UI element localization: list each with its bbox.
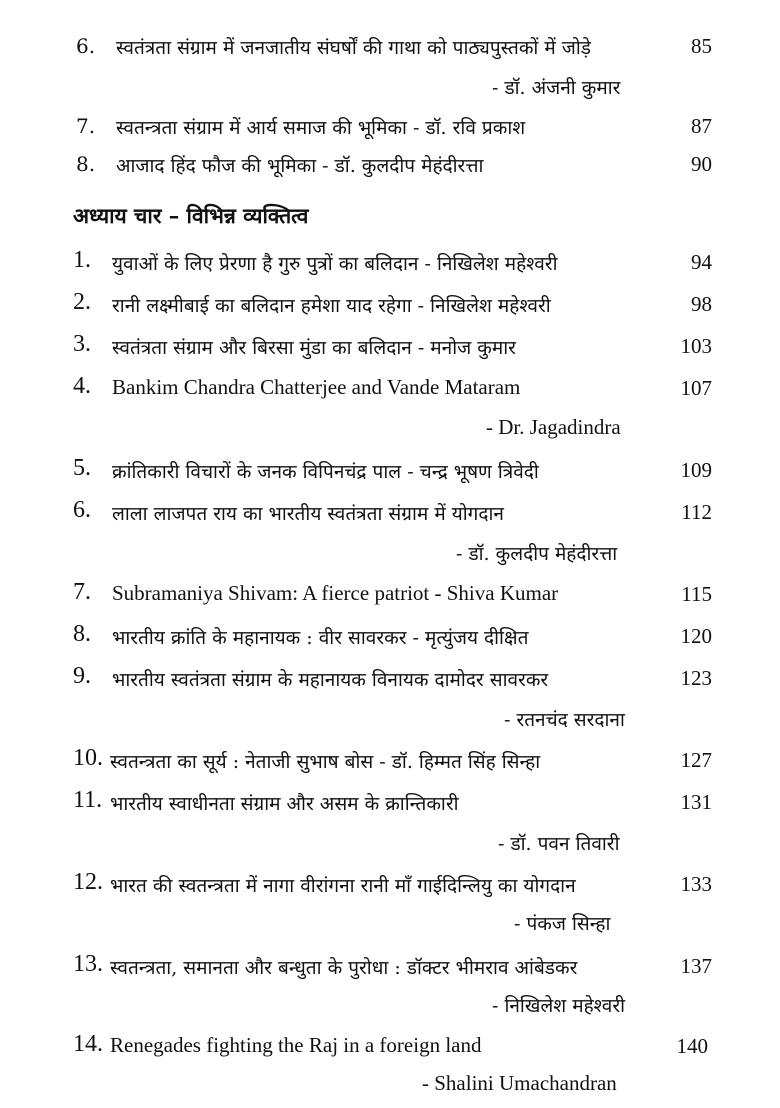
chapter-heading — [0, 198, 780, 230]
toc-entry — [0, 108, 780, 140]
entry-title: आजाद हिंद फौज की भूमिका - डॉ. कुलदीप मेहंदीरत्ता — [116, 155, 484, 177]
entry-title: स्वतन्त्रता संग्राम में आर्य समाज की भूमिका - डॉ. रवि प्रकाश — [116, 117, 526, 139]
entry-author: - डॉ. अंजनी कुमार — [492, 77, 621, 99]
entry-number: 7. — [73, 579, 91, 605]
entry-number: 7. — [76, 114, 96, 138]
entry-page: 103 — [680, 334, 712, 358]
entry-number: 11. — [73, 787, 103, 813]
entry-number: 5. — [73, 455, 91, 481]
toc-entry — [0, 1028, 780, 1060]
toc-entry — [0, 784, 780, 816]
entry-page: 131 — [680, 790, 712, 814]
toc-author-line — [0, 1066, 780, 1098]
entry-title: Renegades fighting the Raj in a foreign land — [110, 1033, 482, 1057]
entry-number: 2. — [73, 289, 91, 315]
toc-author-line — [0, 986, 780, 1018]
entry-title: युवाओं के लिए प्रेरणा है गुरु पुत्रों का बलिदान - निखिलेश महेश्वरी — [112, 253, 558, 275]
entry-page: 115 — [681, 582, 712, 606]
entry-title: भारतीय क्रांति के महानायक : वीर सावरकर - मृत्युंजय दीक्षित — [112, 627, 529, 649]
chapter-heading-text: अध्याय चार – विभिन्न व्यक्तित्व — [73, 203, 309, 228]
entry-page: 107 — [680, 376, 712, 400]
entry-number: 14. — [73, 1031, 103, 1057]
entry-number: 6. — [73, 497, 91, 523]
entry-page: 112 — [681, 500, 712, 524]
entry-page: 133 — [680, 872, 712, 896]
entry-title: क्रांतिकारी विचारों के जनक विपिनचंद्र पाल - चन्द्र भूषण त्रिवेदी — [112, 461, 539, 483]
entry-author: - Shalini Umachandran — [422, 1071, 617, 1095]
entry-page: 85 — [691, 34, 712, 58]
toc-entry — [0, 576, 780, 608]
entry-page: 137 — [680, 954, 712, 978]
entry-title: रानी लक्ष्मीबाई का बलिदान हमेशा याद रहेगा - निखिलेश महेश्वरी — [112, 295, 551, 317]
toc-author-line — [0, 68, 780, 100]
entry-number: 3. — [73, 331, 91, 357]
entry-title: भारतीय स्वाधीनता संग्राम और असम के क्रान्तिकारी — [110, 793, 459, 815]
entry-title: स्वतन्त्रता, समानता और बन्धुता के पुरोधा : डॉक्टर भीमराव आंबेडकर — [110, 957, 578, 979]
entry-title: भारतीय स्वतंत्रता संग्राम के महानायक विनायक दामोदर सावरकर — [112, 669, 549, 691]
toc-entry — [0, 618, 780, 650]
entry-page: 120 — [680, 624, 712, 648]
toc-entry — [0, 286, 780, 318]
entry-author: - निखिलेश महेश्वरी — [492, 995, 626, 1017]
toc-author-line — [0, 824, 780, 856]
toc-entry — [0, 244, 780, 276]
entry-page: 123 — [680, 666, 712, 690]
entry-title: भारत की स्वतन्त्रता में नागा वीरांगना रानी माँ गाईदिन्लियु का योगदान — [110, 875, 576, 897]
entry-page: 109 — [680, 458, 712, 482]
entry-page: 90 — [691, 152, 712, 176]
entry-page: 87 — [691, 114, 712, 138]
entry-author: - रतनचंद सरदाना — [504, 709, 625, 731]
toc-author-line — [0, 410, 780, 442]
entry-title: स्वतन्त्रता का सूर्य : नेताजी सुभाष बोस - डॉ. हिम्मत सिंह सिन्हा — [110, 751, 541, 773]
entry-number: 8. — [76, 152, 96, 176]
entry-title: लाला लाजपत राय का भारतीय स्वतंत्रता संग्राम में योगदान — [112, 503, 504, 525]
entry-number: 9. — [73, 663, 91, 689]
toc-entry — [0, 660, 780, 692]
toc-entry — [0, 866, 780, 898]
entry-title: स्वतंत्रता संग्राम में जनजातीय संघर्षों की गाथा को पाठ्यपुस्तकों में जोड़े — [116, 37, 591, 59]
entry-title: स्वतंत्रता संग्राम और बिरसा मुंडा का बलिदान - मनोज कुमार — [112, 337, 516, 359]
entry-number: 1. — [73, 247, 91, 273]
toc-author-line — [0, 904, 780, 936]
entry-page: 94 — [691, 250, 712, 274]
entry-number: 12. — [73, 869, 103, 895]
toc-entry — [0, 328, 780, 360]
entry-author: - Dr. Jagadindra — [486, 415, 621, 439]
entry-page: 98 — [691, 292, 712, 316]
toc-author-line — [0, 700, 780, 732]
entry-author: - डॉ. कुलदीप मेहंदीरत्ता — [456, 543, 618, 565]
entry-number: 6. — [76, 34, 96, 58]
toc-entry — [0, 742, 780, 774]
entry-number: 8. — [73, 621, 91, 647]
entry-number: 13. — [73, 951, 103, 977]
entry-author: - डॉ. पवन तिवारी — [498, 833, 620, 855]
entry-title: Subramaniya Shivam: A fierce patriot - Shiva Kumar — [112, 581, 559, 605]
toc-entry — [0, 452, 780, 484]
entry-page: 140 — [676, 1034, 708, 1058]
toc-entry — [0, 28, 780, 60]
entry-page: 127 — [680, 748, 712, 772]
entry-title: Bankim Chandra Chatterjee and Vande Mataram — [112, 375, 521, 399]
toc-entry — [0, 146, 780, 178]
toc-entry — [0, 948, 780, 980]
entry-number: 4. — [73, 373, 91, 399]
toc-entry — [0, 370, 780, 402]
toc-entry — [0, 494, 780, 526]
entry-author: - पंकज सिन्हा — [514, 913, 611, 935]
entry-number: 10. — [73, 745, 103, 771]
toc-author-line — [0, 534, 780, 566]
